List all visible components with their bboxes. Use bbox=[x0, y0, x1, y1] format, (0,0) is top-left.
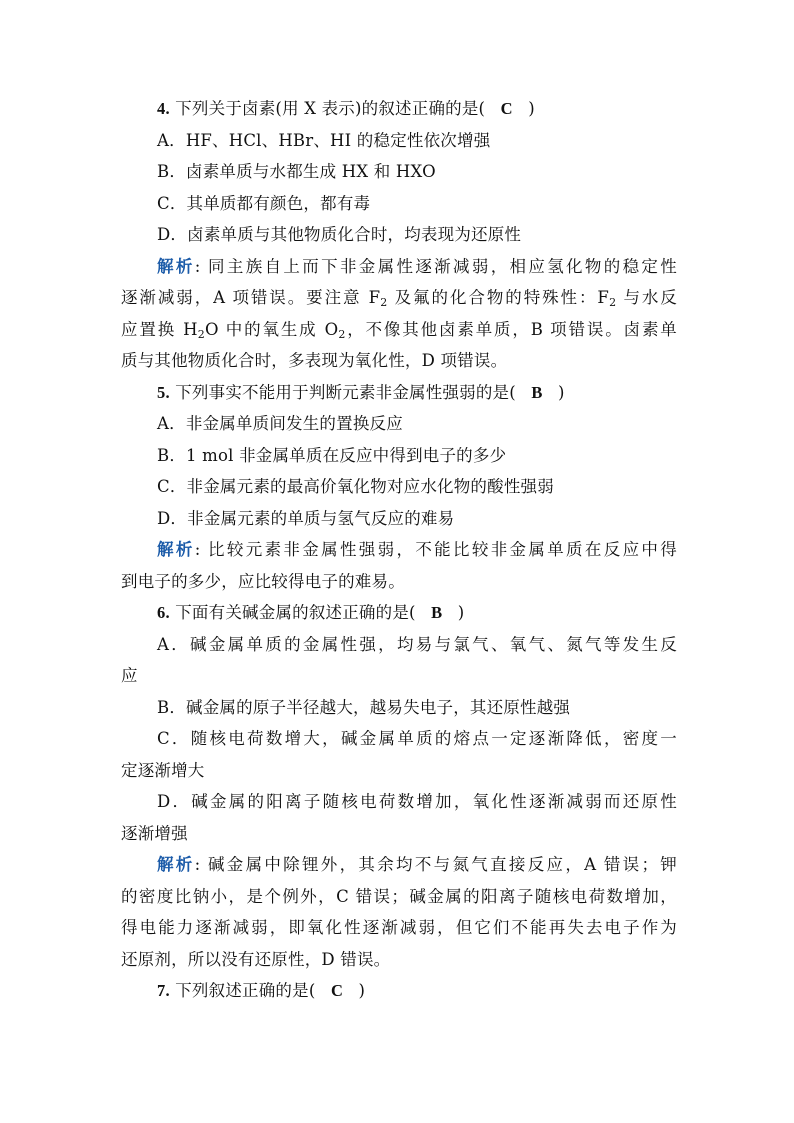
question-5-stem bbox=[121, 377, 677, 409]
question-5-analysis-line-1 bbox=[121, 534, 677, 566]
question-4-analysis-line-1 bbox=[121, 251, 677, 283]
analysis-text: ，不像其他卤素单质，B 项错误。卤素单 bbox=[345, 319, 677, 339]
document-content bbox=[121, 93, 677, 1007]
analysis-text: 及氟的化合物的特殊性：F bbox=[387, 288, 610, 307]
analysis-label: 解析 bbox=[157, 540, 195, 559]
question-5-option-d: D．非金属元素的单质与氢气反应的难易 bbox=[157, 508, 455, 528]
answer-letter: C bbox=[500, 99, 513, 118]
question-6-analysis-line-3: 得电能力逐渐减弱，即氧化性逐渐减弱，但它们不能再失去电子作为 bbox=[121, 918, 677, 937]
question-4-option-c: C．其单质都有颜色，都有毒 bbox=[157, 193, 371, 213]
question-6-option-c-line-1: C．随核电荷数增大，碱金属单质的熔点一定逐渐降低，密度一 bbox=[157, 729, 677, 748]
subscript: 2 bbox=[338, 327, 346, 341]
question-6-option-b: B．碱金属的原子半径越大，越易失电子，其还原性越强 bbox=[157, 697, 571, 717]
question-close: ) bbox=[358, 981, 366, 1000]
analysis-text: : 比较元素非金属性强弱，不能比较非金属单质在反应中得 bbox=[194, 540, 677, 559]
question-4-option-d: D．卤素单质与其他物质化合时，均表现为还原性 bbox=[157, 225, 522, 244]
question-6-option-c-line-2: 定逐渐增大 bbox=[121, 760, 205, 780]
question-text: 下列关于卤素(用 X 表示)的叙述正确的是( bbox=[175, 99, 486, 118]
question-4-option-a: A．HF、HCl、HBr、HI 的稳定性依次增强 bbox=[157, 130, 491, 150]
question-6-option-d-line-1: D．碱金属的阳离子随核电荷数增加，氧化性逐渐减弱而还原性 bbox=[157, 792, 677, 811]
analysis-text: 与水反 bbox=[616, 288, 678, 307]
question-4-analysis-line-4: 质与其他物质化合时，多表现为氧化性，D 项错误。 bbox=[121, 351, 508, 370]
question-6-option-a-line-2: 应 bbox=[121, 666, 138, 685]
question-close: ) bbox=[558, 382, 565, 402]
question-4-analysis-line-2 bbox=[121, 282, 677, 314]
analysis-label: 解析 bbox=[157, 855, 195, 874]
subscript: 2 bbox=[609, 296, 617, 309]
question-text: 下列事实不能用于判断元素非金属性强弱的是( bbox=[175, 382, 516, 402]
analysis-text: 逐渐减弱，A 项错误。要注意 F bbox=[121, 288, 381, 307]
question-text: 下列叙述正确的是( bbox=[175, 981, 316, 1000]
subscript: 2 bbox=[380, 296, 388, 309]
question-number: 7. bbox=[157, 981, 170, 1000]
question-4-analysis-line-3 bbox=[121, 314, 677, 346]
question-4-stem bbox=[121, 93, 677, 125]
analysis-text: O 中的氧生成 O bbox=[204, 319, 339, 339]
analysis-text: : 同主族自上而下非金属性逐渐减弱，相应氢化物的稳定性 bbox=[194, 256, 677, 276]
question-number: 5. bbox=[157, 382, 170, 402]
question-6-analysis-line-4: 还原剂，所以没有还原性，D 错误。 bbox=[121, 949, 391, 969]
analysis-text: 应置换 H bbox=[121, 319, 198, 339]
question-6-analysis-line-1 bbox=[121, 849, 677, 881]
answer-letter: B bbox=[431, 603, 443, 622]
question-number: 4. bbox=[157, 99, 170, 118]
question-text: 下面有关碱金属的叙述正确的是( bbox=[175, 603, 416, 622]
question-5-analysis-line-2: 到电子的多少，应比较得电子的难易。 bbox=[121, 571, 405, 591]
question-6-option-d-line-2: 逐渐增强 bbox=[121, 823, 188, 843]
question-7-stem bbox=[121, 975, 677, 1007]
question-number: 6. bbox=[157, 603, 170, 622]
question-6-analysis-line-2: 的密度比钠小，是个例外，C 错误；碱金属的阳离子随核电荷数增加， bbox=[121, 886, 677, 906]
analysis-text: : 碱金属中除锂外，其余均不与氮气直接反应，A 错误；钾 bbox=[194, 855, 677, 874]
subscript: 2 bbox=[197, 327, 205, 341]
question-close: ) bbox=[528, 99, 535, 118]
question-4-option-b: B．卤素单质与水都生成 HX 和 HXO bbox=[157, 162, 436, 181]
question-5-option-c: C．非金属元素的最高价氧化物对应水化物的酸性强弱 bbox=[157, 477, 554, 496]
question-6-option-a-line-1: A．碱金属单质的金属性强，均易与氯气、氧气、氮气等发生反 bbox=[157, 634, 677, 654]
answer-letter: B bbox=[531, 382, 543, 402]
question-5-option-a: A．非金属单质间发生的置换反应 bbox=[157, 414, 403, 433]
analysis-label: 解析 bbox=[157, 256, 195, 276]
question-6-stem bbox=[121, 597, 677, 629]
question-5-option-b: B．1 mol 非金属单质在反应中得到电子的多少 bbox=[157, 445, 507, 465]
answer-letter: C bbox=[330, 981, 344, 1000]
question-close: ) bbox=[457, 603, 465, 622]
